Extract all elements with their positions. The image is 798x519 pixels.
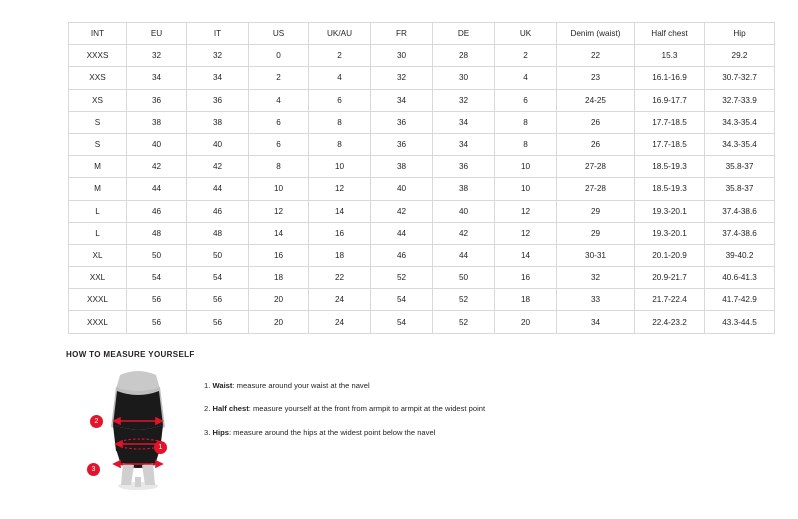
cell-de: 34 <box>433 133 495 155</box>
cell-fr: 52 <box>371 267 433 289</box>
cell-it: 54 <box>187 267 249 289</box>
cell-uk: 4 <box>495 67 557 89</box>
size-chart-table <box>68 22 775 334</box>
measure-step-hips <box>204 428 485 437</box>
cell-half-chest: 17.7-18.5 <box>635 133 705 155</box>
cell-us: 8 <box>249 156 309 178</box>
cell-denim-waist: 22 <box>557 45 635 67</box>
cell-half-chest: 15.3 <box>635 45 705 67</box>
cell-eu: 54 <box>127 267 187 289</box>
cell-uk: 16 <box>495 267 557 289</box>
cell-eu: 32 <box>127 45 187 67</box>
cell-fr: 44 <box>371 222 433 244</box>
cell-eu: 38 <box>127 111 187 133</box>
cell-eu: 44 <box>127 178 187 200</box>
measure-step-half-chest <box>204 404 485 413</box>
cell-half-chest: 19.3-20.1 <box>635 222 705 244</box>
cell-hip: 35.8-37 <box>705 178 775 200</box>
cell-eu: 46 <box>127 200 187 222</box>
cell-de: 50 <box>433 267 495 289</box>
callout-badge-3: 3 <box>87 463 100 476</box>
measure-steps-list <box>204 381 485 451</box>
cell-fr: 30 <box>371 45 433 67</box>
cell-uk: 10 <box>495 156 557 178</box>
cell-uk-au: 4 <box>309 67 371 89</box>
table-row <box>69 89 775 111</box>
column-header-uk-au: UK/AU <box>309 23 371 45</box>
callout-badge-2: 2 <box>90 415 103 428</box>
cell-uk-au: 10 <box>309 156 371 178</box>
cell-denim-waist: 30-31 <box>557 244 635 266</box>
cell-half-chest: 18.5-19.3 <box>635 156 705 178</box>
cell-half-chest: 20.9-21.7 <box>635 267 705 289</box>
cell-hip: 39-40.2 <box>705 244 775 266</box>
table-row <box>69 45 775 67</box>
size-chart-body <box>69 45 775 333</box>
cell-uk: 18 <box>495 289 557 311</box>
cell-uk: 8 <box>495 133 557 155</box>
table-row <box>69 67 775 89</box>
cell-hip: 37.4-38.6 <box>705 200 775 222</box>
cell-int: XXL <box>69 267 127 289</box>
table-row <box>69 156 775 178</box>
column-header-half-chest: Half chest <box>635 23 705 45</box>
cell-int: XXS <box>69 67 127 89</box>
size-chart-head <box>69 23 775 45</box>
step-text: : measure around your waist at the navel <box>232 381 370 390</box>
cell-fr: 32 <box>371 67 433 89</box>
cell-uk: 6 <box>495 89 557 111</box>
table-row <box>69 289 775 311</box>
step-number: 1. <box>204 381 211 390</box>
cell-de: 28 <box>433 45 495 67</box>
cell-fr: 36 <box>371 111 433 133</box>
cell-eu: 40 <box>127 133 187 155</box>
cell-uk-au: 8 <box>309 111 371 133</box>
table-row <box>69 244 775 266</box>
cell-uk-au: 22 <box>309 267 371 289</box>
cell-fr: 42 <box>371 200 433 222</box>
cell-int: S <box>69 133 127 155</box>
cell-uk-au: 24 <box>309 289 371 311</box>
cell-eu: 48 <box>127 222 187 244</box>
cell-int: L <box>69 200 127 222</box>
how-to-measure-body <box>66 367 746 492</box>
cell-de: 38 <box>433 178 495 200</box>
cell-us: 12 <box>249 200 309 222</box>
cell-hip: 32.7-33.9 <box>705 89 775 111</box>
cell-uk-au: 14 <box>309 200 371 222</box>
step-number: 2. <box>204 404 211 414</box>
cell-denim-waist: 34 <box>557 311 635 333</box>
step-term: Half chest <box>212 404 249 414</box>
column-header-int: INT <box>69 23 127 45</box>
cell-fr: 46 <box>371 244 433 266</box>
cell-it: 40 <box>187 133 249 155</box>
table-row <box>69 222 775 244</box>
cell-us: 14 <box>249 222 309 244</box>
cell-de: 32 <box>433 89 495 111</box>
how-to-measure-section <box>66 350 746 492</box>
column-header-uk: UK <box>495 23 557 45</box>
cell-eu: 42 <box>127 156 187 178</box>
cell-denim-waist: 32 <box>557 267 635 289</box>
cell-de: 40 <box>433 200 495 222</box>
cell-hip: 35.8-37 <box>705 156 775 178</box>
cell-fr: 36 <box>371 133 433 155</box>
cell-hip: 37.4-38.6 <box>705 222 775 244</box>
column-header-us: US <box>249 23 309 45</box>
cell-denim-waist: 23 <box>557 67 635 89</box>
cell-us: 16 <box>249 244 309 266</box>
cell-uk-au: 18 <box>309 244 371 266</box>
table-row <box>69 267 775 289</box>
size-chart-container <box>68 22 757 334</box>
cell-uk: 2 <box>495 45 557 67</box>
cell-uk-au: 8 <box>309 133 371 155</box>
cell-half-chest: 18.5-19.3 <box>635 178 705 200</box>
cell-it: 32 <box>187 45 249 67</box>
cell-it: 48 <box>187 222 249 244</box>
measure-step-waist <box>204 381 485 390</box>
cell-it: 56 <box>187 289 249 311</box>
cell-it: 56 <box>187 311 249 333</box>
table-row <box>69 311 775 333</box>
cell-int: XXXS <box>69 45 127 67</box>
cell-half-chest: 16.9-17.7 <box>635 89 705 111</box>
step-term: Hips <box>212 427 229 437</box>
cell-us: 18 <box>249 267 309 289</box>
cell-half-chest: 20.1-20.9 <box>635 244 705 266</box>
cell-denim-waist: 26 <box>557 111 635 133</box>
cell-uk: 10 <box>495 178 557 200</box>
cell-int: M <box>69 178 127 200</box>
table-row <box>69 178 775 200</box>
cell-denim-waist: 27-28 <box>557 156 635 178</box>
column-header-fr: FR <box>371 23 433 45</box>
cell-us: 6 <box>249 111 309 133</box>
cell-hip: 40.6-41.3 <box>705 267 775 289</box>
cell-us: 10 <box>249 178 309 200</box>
cell-int: L <box>69 222 127 244</box>
cell-denim-waist: 24-25 <box>557 89 635 111</box>
cell-hip: 34.3-35.4 <box>705 133 775 155</box>
cell-it: 42 <box>187 156 249 178</box>
column-header-denim-waist: Denim (waist) <box>557 23 635 45</box>
cell-de: 52 <box>433 311 495 333</box>
cell-hip: 41.7-42.9 <box>705 289 775 311</box>
cell-hip: 43.3-44.5 <box>705 311 775 333</box>
cell-int: M <box>69 156 127 178</box>
table-row <box>69 111 775 133</box>
cell-int: XXXL <box>69 289 127 311</box>
cell-fr: 34 <box>371 89 433 111</box>
cell-it: 44 <box>187 178 249 200</box>
cell-it: 38 <box>187 111 249 133</box>
column-header-eu: EU <box>127 23 187 45</box>
cell-int: XL <box>69 244 127 266</box>
cell-hip: 29.2 <box>705 45 775 67</box>
cell-uk: 12 <box>495 200 557 222</box>
mannequin-figure <box>66 367 196 492</box>
cell-it: 50 <box>187 244 249 266</box>
cell-fr: 54 <box>371 289 433 311</box>
cell-int: S <box>69 111 127 133</box>
cell-eu: 34 <box>127 67 187 89</box>
cell-uk-au: 16 <box>309 222 371 244</box>
cell-uk: 12 <box>495 222 557 244</box>
table-header-row <box>69 23 775 45</box>
cell-denim-waist: 26 <box>557 133 635 155</box>
step-number: 3. <box>204 427 211 437</box>
column-header-de: DE <box>433 23 495 45</box>
cell-de: 42 <box>433 222 495 244</box>
table-row <box>69 200 775 222</box>
cell-it: 46 <box>187 200 249 222</box>
cell-uk-au: 6 <box>309 89 371 111</box>
cell-us: 0 <box>249 45 309 67</box>
cell-denim-waist: 29 <box>557 200 635 222</box>
cell-half-chest: 21.7-22.4 <box>635 289 705 311</box>
cell-eu: 56 <box>127 289 187 311</box>
cell-eu: 50 <box>127 244 187 266</box>
cell-us: 20 <box>249 289 309 311</box>
how-to-measure-title: HOW TO MEASURE YOURSELF <box>66 350 195 359</box>
cell-eu: 56 <box>127 311 187 333</box>
cell-fr: 40 <box>371 178 433 200</box>
cell-denim-waist: 29 <box>557 222 635 244</box>
cell-de: 44 <box>433 244 495 266</box>
cell-uk-au: 12 <box>309 178 371 200</box>
cell-eu: 36 <box>127 89 187 111</box>
cell-it: 34 <box>187 67 249 89</box>
column-header-hip: Hip <box>705 23 775 45</box>
cell-us: 6 <box>249 133 309 155</box>
cell-hip: 34.3-35.4 <box>705 111 775 133</box>
cell-de: 30 <box>433 67 495 89</box>
cell-half-chest: 22.4-23.2 <box>635 311 705 333</box>
cell-int: XS <box>69 89 127 111</box>
step-term: Waist <box>212 381 233 390</box>
cell-us: 4 <box>249 89 309 111</box>
cell-de: 36 <box>433 156 495 178</box>
cell-uk: 14 <box>495 244 557 266</box>
cell-us: 20 <box>249 311 309 333</box>
cell-denim-waist: 33 <box>557 289 635 311</box>
cell-us: 2 <box>249 67 309 89</box>
cell-de: 52 <box>433 289 495 311</box>
cell-half-chest: 16.1-16.9 <box>635 67 705 89</box>
cell-uk: 8 <box>495 111 557 133</box>
cell-denim-waist: 27-28 <box>557 178 635 200</box>
cell-half-chest: 19.3-20.1 <box>635 200 705 222</box>
step-text: : measure around the hips at the widest point below the navel <box>228 427 436 437</box>
cell-uk: 20 <box>495 311 557 333</box>
cell-uk-au: 24 <box>309 311 371 333</box>
step-text: : measure yourself at the front from armpit to armpit at the widest point <box>248 404 486 414</box>
column-header-it: IT <box>187 23 249 45</box>
callout-badge-1: 1 <box>154 441 167 454</box>
cell-half-chest: 17.7-18.5 <box>635 111 705 133</box>
cell-de: 34 <box>433 111 495 133</box>
cell-fr: 38 <box>371 156 433 178</box>
cell-hip: 30.7-32.7 <box>705 67 775 89</box>
table-row <box>69 133 775 155</box>
cell-int: XXXL <box>69 311 127 333</box>
cell-fr: 54 <box>371 311 433 333</box>
cell-it: 36 <box>187 89 249 111</box>
cell-uk-au: 2 <box>309 45 371 67</box>
